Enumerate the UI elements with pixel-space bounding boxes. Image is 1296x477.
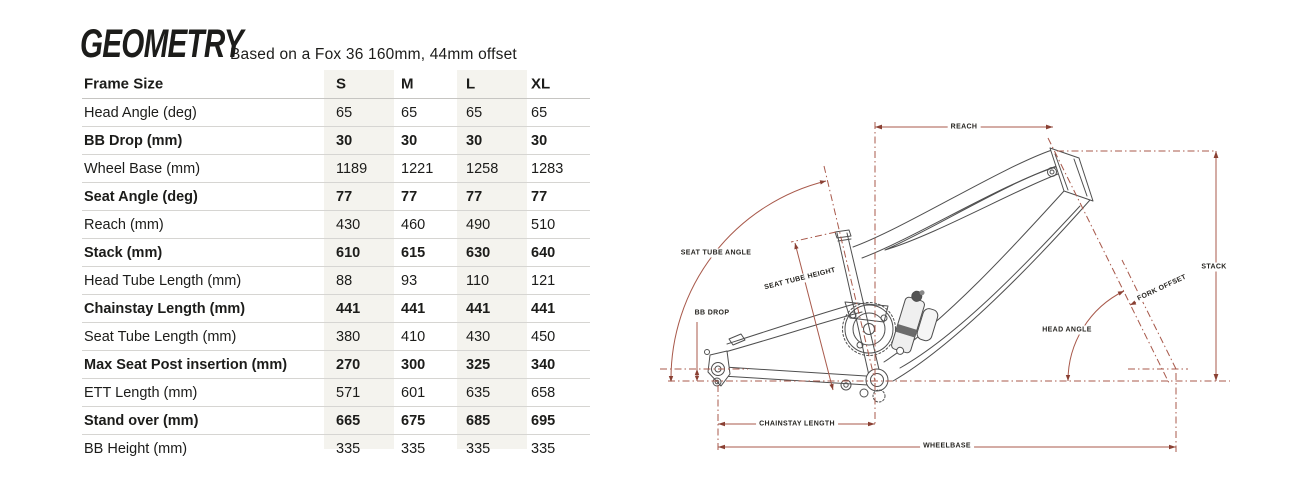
seat-tube-angle-label: SEAT TUBE ANGLE	[678, 249, 755, 258]
reach-label: REACH	[948, 123, 981, 132]
row-label: Reach (mm)	[84, 216, 164, 233]
row-label: Seat Tube Length (mm)	[84, 328, 237, 345]
row-label: Head Angle (deg)	[84, 104, 197, 121]
frame-size-header: Frame Size	[84, 75, 164, 93]
cell-value: 77	[401, 188, 418, 205]
cell-value: 685	[466, 412, 491, 429]
cell-value: 77	[531, 188, 548, 205]
cell-value: 610	[336, 244, 361, 261]
cell-value: 65	[336, 104, 353, 121]
page-title: GEOMETRY	[80, 22, 243, 66]
bb-drop-label: BB DROP	[692, 309, 733, 318]
cell-value: 460	[401, 216, 426, 233]
table-row	[82, 155, 590, 183]
cell-value: 30	[466, 132, 483, 149]
cell-value: 441	[336, 300, 361, 317]
cell-value: 1283	[531, 160, 564, 177]
row-label: Max Seat Post insertion (mm)	[84, 356, 288, 373]
cell-value: 441	[466, 300, 491, 317]
cell-value: 335	[401, 440, 426, 457]
cell-value: 380	[336, 328, 361, 345]
column-header-l: L	[466, 75, 476, 93]
cell-value: 270	[336, 356, 361, 373]
row-label: BB Height (mm)	[84, 440, 188, 457]
cell-value: 630	[466, 244, 491, 261]
row-label: Chainstay Length (mm)	[84, 300, 246, 317]
cell-value: 325	[466, 356, 491, 373]
fork-offset-label: FORK OFFSET	[1133, 271, 1191, 304]
cell-value: 441	[531, 300, 556, 317]
cell-value: 77	[336, 188, 353, 205]
table-row	[82, 183, 590, 211]
table-row	[82, 267, 590, 295]
table-row	[82, 351, 590, 379]
geometry-table	[82, 70, 590, 457]
row-label: Seat Angle (deg)	[84, 188, 198, 205]
cell-value: 335	[336, 440, 361, 457]
bike-frame-diagram	[640, 90, 1296, 477]
row-label: Stack (mm)	[84, 244, 163, 261]
table-row	[82, 127, 590, 155]
cell-value: 635	[466, 384, 491, 401]
cell-value: 93	[401, 272, 418, 289]
seat-tube-height-label: SEAT TUBE HEIGHT	[761, 265, 840, 293]
cell-value: 601	[401, 384, 426, 401]
table-row	[82, 239, 590, 267]
cell-value: 335	[531, 440, 556, 457]
cell-value: 695	[531, 412, 556, 429]
cell-value: 571	[336, 384, 361, 401]
cell-value: 65	[401, 104, 418, 121]
table-row	[82, 379, 590, 407]
table-row	[82, 295, 590, 323]
cell-value: 658	[531, 384, 556, 401]
cell-value: 430	[466, 328, 491, 345]
cell-value: 1189	[336, 160, 368, 177]
cell-value: 77	[466, 188, 483, 205]
cell-value: 430	[336, 216, 361, 233]
cell-value: 110	[466, 272, 490, 289]
table-row	[82, 323, 590, 351]
cell-value: 300	[401, 356, 426, 373]
column-header-m: M	[401, 75, 414, 93]
cell-value: 30	[531, 132, 548, 149]
frame-drawing	[705, 148, 1094, 402]
row-label: Head Tube Length (mm)	[84, 272, 242, 289]
table-row	[82, 99, 590, 127]
head-angle-label: HEAD ANGLE	[1039, 326, 1095, 335]
page-subtitle: Based on a Fox 36 160mm, 44mm offset	[230, 46, 517, 63]
row-label: BB Drop (mm)	[84, 132, 183, 149]
cell-value: 510	[531, 216, 556, 233]
dimension-lines	[660, 122, 1230, 452]
cell-value: 450	[531, 328, 556, 345]
cell-value: 490	[466, 216, 491, 233]
table-header-row	[82, 70, 590, 99]
cell-value: 30	[401, 132, 418, 149]
cell-value: 335	[466, 440, 491, 457]
cell-value: 30	[336, 132, 353, 149]
stack-label: STACK	[1198, 263, 1229, 272]
table-row	[82, 407, 590, 435]
cell-value: 410	[401, 328, 426, 345]
row-label: Wheel Base (mm)	[84, 160, 201, 177]
geometry-table-body	[82, 99, 590, 462]
table-row	[82, 435, 590, 462]
cell-value: 665	[336, 412, 361, 429]
cell-value: 441	[401, 300, 426, 317]
dimension-arrowheads	[669, 125, 1219, 450]
cell-value: 65	[531, 104, 548, 121]
row-label: Stand over (mm)	[84, 412, 199, 429]
table-row	[82, 211, 590, 239]
cell-value: 615	[401, 244, 426, 261]
cell-value: 1221	[401, 160, 434, 177]
cell-value: 65	[466, 104, 483, 121]
cell-value: 640	[531, 244, 556, 261]
cell-value: 675	[401, 412, 426, 429]
cell-value: 1258	[466, 160, 499, 177]
row-label: ETT Length (mm)	[84, 384, 198, 401]
cell-value: 340	[531, 356, 556, 373]
column-header-xl: XL	[531, 75, 551, 93]
cell-value: 121	[531, 272, 556, 289]
wheelbase-label: WHEELBASE	[920, 442, 974, 451]
column-header-s: S	[336, 75, 347, 93]
chainstay-length-label: CHAINSTAY LENGTH	[756, 420, 838, 429]
cell-value: 88	[336, 272, 353, 289]
